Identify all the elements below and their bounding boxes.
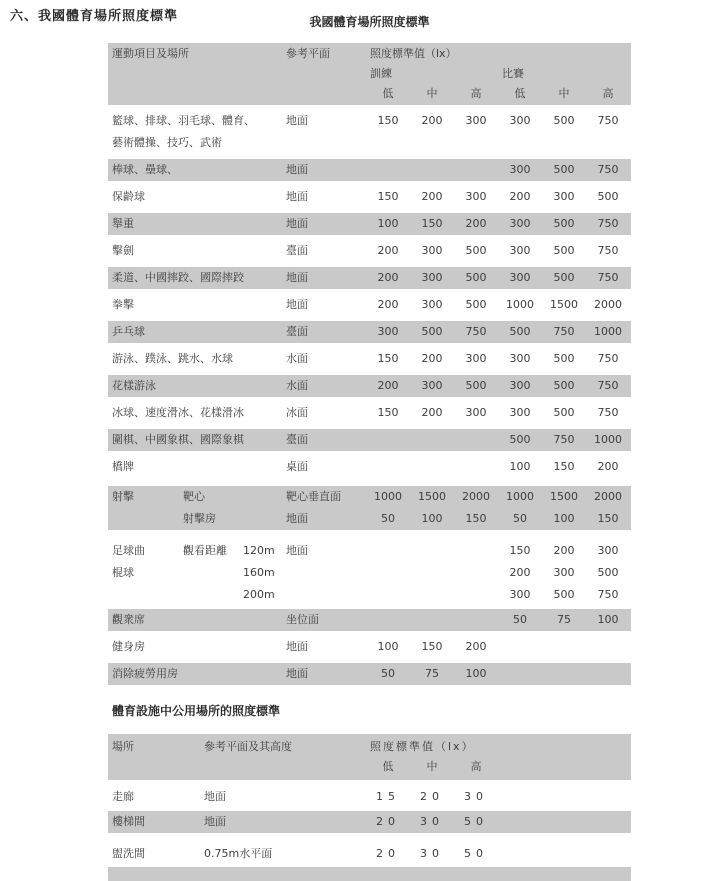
item-subsub-label: 160m bbox=[243, 566, 275, 579]
table-row bbox=[108, 486, 631, 530]
table1-header-line1 bbox=[108, 44, 631, 64]
value-cell: 200 bbox=[421, 406, 443, 419]
col-header-level: 中 bbox=[426, 87, 438, 100]
item-item-label: 健身房 bbox=[112, 640, 145, 653]
value-cell: 300 bbox=[509, 163, 531, 176]
table-row bbox=[108, 159, 631, 181]
item-cell bbox=[108, 636, 286, 658]
item-cell bbox=[108, 294, 286, 316]
col-header-plane: 參考平面 bbox=[286, 47, 330, 60]
col-header-values: 照度標準值（lx） bbox=[370, 740, 475, 753]
col-header-level: 中 bbox=[426, 760, 438, 773]
value-cell bbox=[454, 429, 498, 451]
item-item-label: 觀衆席 bbox=[112, 613, 145, 626]
value-cell bbox=[454, 132, 498, 154]
value-cell bbox=[498, 636, 542, 658]
spacer-cell bbox=[108, 757, 204, 777]
value-cell: 20 bbox=[376, 815, 400, 828]
col-header-level: 中 bbox=[558, 87, 570, 100]
value-cell: 150 bbox=[377, 352, 399, 365]
item-cell bbox=[108, 240, 286, 262]
item-cell bbox=[108, 843, 204, 865]
value-cell: 500 bbox=[553, 163, 575, 176]
item-cell bbox=[108, 663, 286, 685]
table-row bbox=[108, 294, 631, 316]
table1-header bbox=[108, 43, 631, 105]
value-cell: 150 bbox=[509, 544, 531, 557]
item-item-label: 藝術體操、技巧、武術 bbox=[112, 136, 222, 149]
value-cell bbox=[366, 584, 410, 606]
plane-cell: 桌面 bbox=[286, 460, 308, 473]
item-cell bbox=[108, 811, 204, 833]
value-cell: 50 bbox=[464, 847, 488, 860]
value-cell: 100 bbox=[421, 512, 443, 525]
col-header-values: 照度標準值（lx） bbox=[370, 47, 457, 60]
value-cell: 750 bbox=[553, 325, 575, 338]
value-cell: 300 bbox=[465, 352, 487, 365]
value-cell bbox=[498, 663, 542, 685]
table-row bbox=[108, 811, 631, 833]
plane-cell: 地面 bbox=[286, 544, 308, 557]
value-cell bbox=[410, 456, 454, 478]
plane-cell bbox=[286, 584, 366, 606]
table-row bbox=[108, 321, 631, 343]
value-cell bbox=[542, 663, 586, 685]
item-sub-label: 射擊房 bbox=[183, 512, 216, 525]
page-heading: 六、我國體育場所照度標準 bbox=[10, 9, 179, 24]
table1-body bbox=[108, 110, 631, 685]
value-cell: 500 bbox=[553, 406, 575, 419]
value-cell: 75 bbox=[425, 667, 439, 680]
value-cell: 200 bbox=[597, 460, 619, 473]
value-cell bbox=[410, 584, 454, 606]
value-cell: 500 bbox=[553, 217, 575, 230]
value-cell: 200 bbox=[421, 114, 443, 127]
value-cell: 200 bbox=[509, 190, 531, 203]
value-cell bbox=[542, 636, 586, 658]
value-cell: 100 bbox=[377, 640, 399, 653]
value-cell: 500 bbox=[597, 566, 619, 579]
value-cell: 150 bbox=[465, 512, 487, 525]
value-cell: 150 bbox=[553, 460, 575, 473]
item-item-label: 舉重 bbox=[112, 217, 134, 230]
table2-body bbox=[108, 786, 631, 865]
value-cell: 200 bbox=[377, 379, 399, 392]
value-cell bbox=[410, 609, 454, 631]
table2-header-line1 bbox=[108, 737, 631, 757]
table-row bbox=[108, 636, 631, 658]
value-cell: 200 bbox=[377, 271, 399, 284]
value-cell: 1000 bbox=[506, 490, 534, 503]
value-cell: 150 bbox=[597, 512, 619, 525]
value-cell bbox=[498, 132, 542, 154]
value-cell: 300 bbox=[421, 298, 443, 311]
table-row bbox=[108, 213, 631, 235]
value-cell: 300 bbox=[421, 271, 443, 284]
table-row bbox=[108, 663, 631, 685]
value-cell: 300 bbox=[421, 244, 443, 257]
value-cell bbox=[410, 562, 454, 584]
value-cell: 750 bbox=[597, 163, 619, 176]
item-subsub-label: 200m bbox=[243, 588, 275, 601]
table-row bbox=[108, 240, 631, 262]
value-cell: 300 bbox=[509, 588, 531, 601]
item-item-label: 花樣游泳 bbox=[112, 379, 156, 392]
item-cell bbox=[108, 609, 286, 631]
item-cell bbox=[108, 213, 286, 235]
item-sub-label: 觀看距離 bbox=[183, 544, 227, 557]
col-header-level: 高 bbox=[470, 760, 482, 773]
table-row bbox=[108, 429, 631, 451]
plane-cell: 地面 bbox=[286, 640, 308, 653]
col-header-competition: 比賽 bbox=[502, 67, 524, 80]
item-item-label: 棍球 bbox=[112, 566, 134, 579]
value-cell: 750 bbox=[597, 217, 619, 230]
value-cell: 1500 bbox=[418, 490, 446, 503]
value-cell: 500 bbox=[509, 325, 531, 338]
value-cell bbox=[366, 562, 410, 584]
value-cell bbox=[366, 429, 410, 451]
table-row bbox=[108, 402, 631, 424]
item-item-label: 棒球、壘球、 bbox=[112, 163, 178, 176]
value-cell: 750 bbox=[597, 114, 619, 127]
plane-cell: 地面 bbox=[286, 667, 308, 680]
value-cell: 300 bbox=[509, 352, 531, 365]
item-item-label: 消除疲勞用房 bbox=[112, 667, 178, 680]
value-cell: 300 bbox=[553, 190, 575, 203]
value-cell bbox=[410, 429, 454, 451]
plane-cell: 地面 bbox=[286, 114, 308, 127]
col-header-plane-height: 參考平面及其高度 bbox=[204, 740, 292, 753]
table-row bbox=[108, 843, 631, 865]
table-row-partial bbox=[108, 867, 631, 881]
col-header-level: 低 bbox=[382, 87, 394, 100]
table-row bbox=[108, 609, 631, 631]
value-cell bbox=[454, 562, 498, 584]
value-cell: 50 bbox=[381, 512, 395, 525]
value-cell: 75 bbox=[557, 613, 571, 626]
value-cell bbox=[586, 636, 630, 658]
value-cell bbox=[454, 540, 498, 562]
plane-cell: 水面 bbox=[286, 352, 308, 365]
value-cell: 500 bbox=[465, 379, 487, 392]
value-cell: 500 bbox=[509, 433, 531, 446]
value-cell: 200 bbox=[509, 566, 531, 579]
item-item-label: 保齡球 bbox=[112, 190, 145, 203]
plane-cell: 水面 bbox=[286, 379, 308, 392]
spacer-cell bbox=[204, 757, 366, 777]
table-row bbox=[108, 186, 631, 208]
item-item-label: 樓梯間 bbox=[112, 815, 145, 828]
value-cell: 100 bbox=[509, 460, 531, 473]
value-cell: 500 bbox=[553, 271, 575, 284]
item-item-label: 走廊 bbox=[112, 790, 134, 803]
value-cell: 750 bbox=[597, 379, 619, 392]
table2-header bbox=[108, 734, 631, 780]
value-cell: 200 bbox=[377, 298, 399, 311]
item-item-label: 游泳、蹼泳、跳水、水球 bbox=[112, 352, 233, 365]
value-cell: 300 bbox=[509, 217, 531, 230]
spacer-cell bbox=[108, 84, 286, 104]
value-cell: 750 bbox=[597, 406, 619, 419]
value-cell bbox=[410, 132, 454, 154]
value-cell: 1000 bbox=[594, 433, 622, 446]
item-cell bbox=[108, 486, 286, 508]
value-cell: 150 bbox=[377, 406, 399, 419]
item-item-label: 足球曲 bbox=[112, 544, 145, 557]
value-cell: 300 bbox=[421, 379, 443, 392]
item-item-label: 乒乓球 bbox=[112, 325, 145, 338]
plane-cell: 0.75m水平面 bbox=[204, 847, 273, 860]
item-item-label: 拳擊 bbox=[112, 298, 134, 311]
item-item-label: 擊劍 bbox=[112, 244, 134, 257]
value-cell: 200 bbox=[377, 244, 399, 257]
value-cell: 150 bbox=[421, 217, 443, 230]
table1-title: 我國體育場所照度標準 bbox=[309, 15, 430, 29]
value-cell: 200 bbox=[421, 190, 443, 203]
table-row bbox=[108, 348, 631, 370]
item-item-label: 橋牌 bbox=[112, 460, 134, 473]
plane-cell: 地面 bbox=[204, 790, 226, 803]
table-row bbox=[108, 786, 631, 808]
value-cell: 500 bbox=[597, 190, 619, 203]
value-cell: 300 bbox=[465, 190, 487, 203]
value-cell: 1000 bbox=[374, 490, 402, 503]
value-cell: 300 bbox=[509, 271, 531, 284]
value-cell bbox=[454, 584, 498, 606]
value-cell: 750 bbox=[597, 271, 619, 284]
value-cell: 300 bbox=[377, 325, 399, 338]
value-cell: 30 bbox=[464, 790, 488, 803]
page-content bbox=[108, 43, 631, 881]
plane-cell: 坐位面 bbox=[286, 613, 319, 626]
table1-header-line2 bbox=[108, 64, 631, 84]
value-cell bbox=[410, 540, 454, 562]
value-cell: 300 bbox=[465, 406, 487, 419]
col-header-level: 高 bbox=[470, 87, 482, 100]
value-cell: 30 bbox=[420, 815, 444, 828]
value-cell: 1500 bbox=[550, 490, 578, 503]
plane-cell: 臺面 bbox=[286, 433, 308, 446]
plane-cell bbox=[286, 562, 366, 584]
item-item-label: 盥洗間 bbox=[112, 847, 145, 860]
col-header-level: 低 bbox=[382, 760, 394, 773]
item-item-label: 柔道、中國摔跤、國際摔跤 bbox=[112, 271, 244, 284]
table1-header-line3 bbox=[108, 84, 631, 104]
value-cell bbox=[366, 540, 410, 562]
item-item-label: 冰球、速度滑冰、花樣滑冰 bbox=[112, 406, 244, 419]
plane-cell: 地面 bbox=[286, 512, 308, 525]
value-cell: 1000 bbox=[506, 298, 534, 311]
value-cell: 500 bbox=[553, 244, 575, 257]
value-cell bbox=[366, 159, 410, 181]
item-item-label: 圍棋、中國象棋、國際象棋 bbox=[112, 433, 244, 446]
item-cell bbox=[108, 456, 286, 478]
item-cell bbox=[108, 562, 286, 584]
value-cell bbox=[586, 132, 630, 154]
item-cell bbox=[108, 267, 286, 289]
value-cell: 500 bbox=[553, 588, 575, 601]
plane-cell: 地面 bbox=[286, 298, 308, 311]
value-cell: 500 bbox=[553, 114, 575, 127]
plane-cell: 地面 bbox=[286, 271, 308, 284]
table-row bbox=[108, 267, 631, 289]
table-row bbox=[108, 456, 631, 478]
item-cell bbox=[108, 508, 286, 530]
value-cell: 50 bbox=[381, 667, 395, 680]
value-cell: 50 bbox=[513, 613, 527, 626]
value-cell: 750 bbox=[465, 325, 487, 338]
col-header-level: 低 bbox=[514, 87, 526, 100]
value-cell: 500 bbox=[553, 379, 575, 392]
value-cell: 100 bbox=[377, 217, 399, 230]
value-cell: 200 bbox=[553, 544, 575, 557]
item-cell bbox=[108, 584, 286, 606]
value-cell bbox=[366, 609, 410, 631]
plane-cell: 臺面 bbox=[286, 325, 308, 338]
value-cell: 20 bbox=[420, 790, 444, 803]
item-cell bbox=[108, 375, 286, 397]
table-row bbox=[108, 375, 631, 397]
value-cell bbox=[542, 132, 586, 154]
value-cell: 750 bbox=[597, 244, 619, 257]
plane-cell: 冰面 bbox=[286, 406, 308, 419]
value-cell: 300 bbox=[509, 244, 531, 257]
item-cell bbox=[108, 540, 286, 562]
value-cell: 300 bbox=[597, 544, 619, 557]
item-sub-label: 靶心 bbox=[183, 490, 205, 503]
value-cell: 500 bbox=[421, 325, 443, 338]
value-cell: 2000 bbox=[594, 298, 622, 311]
value-cell: 1500 bbox=[550, 298, 578, 311]
value-cell: 200 bbox=[465, 217, 487, 230]
value-cell: 20 bbox=[376, 847, 400, 860]
value-cell: 100 bbox=[553, 512, 575, 525]
value-cell: 50 bbox=[513, 512, 527, 525]
value-cell: 500 bbox=[465, 244, 487, 257]
item-cell bbox=[108, 348, 286, 370]
value-cell: 200 bbox=[465, 640, 487, 653]
item-cell bbox=[108, 110, 286, 132]
plane-cell: 地面 bbox=[286, 190, 308, 203]
value-cell: 500 bbox=[465, 298, 487, 311]
plane-cell: 靶心垂直面 bbox=[286, 490, 341, 503]
plane-cell: 臺面 bbox=[286, 244, 308, 257]
value-cell bbox=[586, 663, 630, 685]
item-cell bbox=[108, 159, 286, 181]
value-cell: 300 bbox=[509, 379, 531, 392]
value-cell bbox=[366, 456, 410, 478]
value-cell: 1000 bbox=[594, 325, 622, 338]
plane-cell: 地面 bbox=[286, 217, 308, 230]
table-row bbox=[108, 540, 631, 606]
item-cell bbox=[108, 132, 286, 154]
value-cell: 100 bbox=[465, 667, 487, 680]
item-subsub-label: 120m bbox=[243, 544, 275, 557]
value-cell: 750 bbox=[597, 352, 619, 365]
value-cell: 100 bbox=[597, 613, 619, 626]
value-cell: 750 bbox=[597, 588, 619, 601]
table2-header-line2 bbox=[108, 757, 631, 777]
value-cell: 150 bbox=[377, 190, 399, 203]
value-cell: 2000 bbox=[462, 490, 490, 503]
value-cell bbox=[366, 132, 410, 154]
value-cell: 300 bbox=[509, 114, 531, 127]
value-cell: 300 bbox=[509, 406, 531, 419]
value-cell: 500 bbox=[465, 271, 487, 284]
section2-heading: 體育設施中公用場所的照度標準 bbox=[112, 704, 281, 718]
value-cell: 30 bbox=[420, 847, 444, 860]
spacer-cell bbox=[108, 64, 286, 84]
spacer-cell bbox=[286, 84, 366, 104]
value-cell: 300 bbox=[553, 566, 575, 579]
col-header-level: 高 bbox=[602, 87, 614, 100]
table-row bbox=[108, 110, 631, 154]
value-cell: 750 bbox=[553, 433, 575, 446]
item-cell bbox=[108, 786, 204, 808]
item-cell bbox=[108, 186, 286, 208]
item-cell bbox=[108, 429, 286, 451]
value-cell: 2000 bbox=[594, 490, 622, 503]
item-cell bbox=[108, 321, 286, 343]
value-cell bbox=[454, 159, 498, 181]
col-header-place: 場所 bbox=[112, 740, 134, 753]
value-cell: 50 bbox=[464, 815, 488, 828]
col-header-training: 訓練 bbox=[370, 67, 392, 80]
spacer-cell bbox=[286, 64, 366, 84]
value-cell: 150 bbox=[421, 640, 443, 653]
value-cell: 150 bbox=[377, 114, 399, 127]
item-item-label: 射擊 bbox=[112, 490, 134, 503]
value-cell: 500 bbox=[553, 352, 575, 365]
value-cell bbox=[454, 609, 498, 631]
value-cell: 200 bbox=[421, 352, 443, 365]
col-header-item: 運動項目及場所 bbox=[112, 47, 189, 60]
value-cell bbox=[454, 456, 498, 478]
plane-cell: 地面 bbox=[204, 815, 226, 828]
plane-cell: 地面 bbox=[286, 163, 308, 176]
value-cell: 300 bbox=[465, 114, 487, 127]
value-cell bbox=[410, 159, 454, 181]
value-cell: 15 bbox=[376, 790, 400, 803]
item-cell bbox=[108, 402, 286, 424]
item-item-label: 籃球、排球、羽毛球、體育、 bbox=[112, 114, 255, 127]
plane-cell bbox=[286, 132, 366, 154]
